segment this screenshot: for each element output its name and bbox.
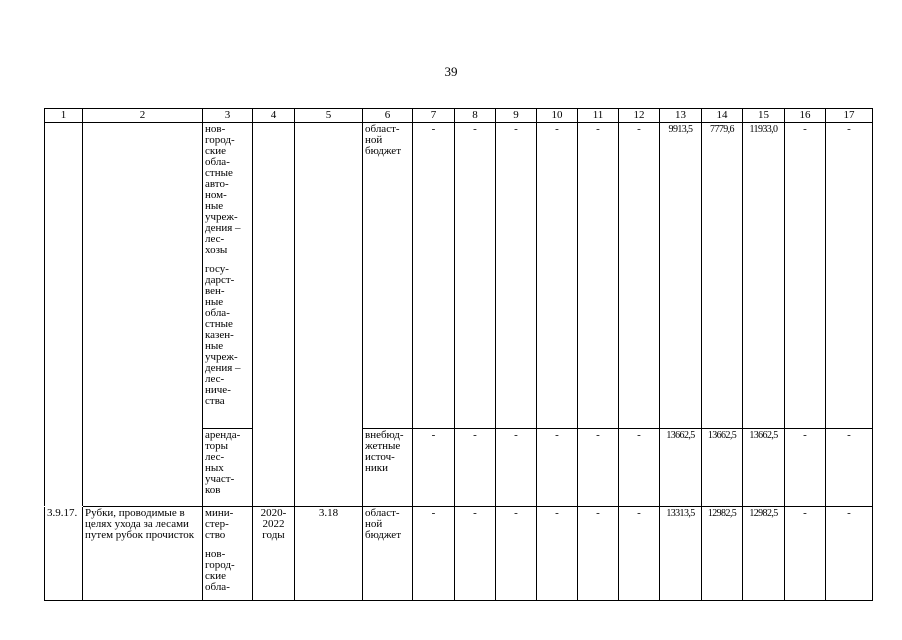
executor-line: дарст-	[205, 274, 235, 286]
header-cell: 8	[455, 109, 496, 123]
executor-line: аренда-	[205, 429, 241, 441]
executor-line: ные	[205, 296, 224, 308]
header-cell: 4	[253, 109, 295, 123]
header-cell: 17	[826, 109, 873, 123]
executor-line: нов-	[205, 548, 226, 560]
value-cell: 12982,5	[702, 507, 743, 601]
header-cell: 10	[537, 109, 578, 123]
executor-line: обла-	[205, 307, 230, 319]
header-cell: 11	[578, 109, 619, 123]
header-cell: 2	[83, 109, 203, 123]
source-line: ной	[365, 518, 383, 530]
value-cell: -	[785, 429, 826, 507]
value-cell: -	[496, 507, 537, 601]
header-cell: 16	[785, 109, 826, 123]
cell-executors	[203, 429, 253, 507]
value-cell: -	[578, 123, 619, 429]
value-cell: -	[537, 507, 578, 601]
executor-line: ства	[205, 395, 225, 407]
value-cell: 13662,5	[702, 429, 743, 507]
value-cell: -	[826, 507, 873, 601]
value-cell: -	[455, 429, 496, 507]
page-number: 39	[444, 64, 458, 79]
executor-line: ков	[205, 484, 221, 496]
value-cell: 7779,6	[702, 123, 743, 429]
cell-indicator: 3.18	[295, 507, 363, 601]
header-cell: 12	[619, 109, 660, 123]
header-cell: 14	[702, 109, 743, 123]
value-cell: -	[578, 429, 619, 507]
executor-line: учреж-	[205, 351, 238, 363]
value-cell: -	[785, 123, 826, 429]
executor-line: госу-	[205, 263, 229, 275]
executor-line: ном-	[205, 189, 227, 201]
executor-line: дения –	[205, 362, 241, 374]
value-cell: -	[619, 123, 660, 429]
header-cell: 3	[203, 109, 253, 123]
value-cell: 9913,5	[660, 123, 702, 429]
value-cell: -	[619, 429, 660, 507]
executor-line: учреж-	[205, 211, 238, 223]
source-line: бюджет	[365, 145, 401, 157]
value-cell: 11933,0	[743, 123, 785, 429]
executor-line: нов-	[205, 123, 226, 135]
header-cell: 1	[45, 109, 83, 123]
executor-line: стные	[205, 318, 233, 330]
header-cell: 15	[743, 109, 785, 123]
executor-line: дения –	[205, 222, 241, 234]
cell-executors	[203, 123, 253, 429]
source-line: жетные	[365, 440, 401, 452]
executor-line: авто-	[205, 178, 229, 190]
executor-line: стер-	[205, 518, 229, 530]
executor-line: хозы	[205, 244, 228, 256]
executor-line: ство	[205, 529, 226, 541]
cell-period	[253, 123, 295, 507]
header-cell: 9	[496, 109, 537, 123]
value-cell: 13662,5	[743, 429, 785, 507]
value-cell: -	[496, 429, 537, 507]
executor-line: ские	[205, 145, 226, 157]
cell-source	[363, 507, 413, 601]
value-cell: -	[619, 507, 660, 601]
source-line: ники	[365, 462, 389, 474]
executor-line: ниче-	[205, 384, 231, 396]
value-cell: -	[826, 123, 873, 429]
executor-line: участ-	[205, 473, 235, 485]
source-line: внебюд-	[365, 429, 404, 441]
value-cell: -	[413, 123, 455, 429]
executor-line: торы	[205, 440, 229, 452]
cell-source	[363, 429, 413, 507]
cell-col2	[83, 123, 203, 507]
executor-line: мини-	[205, 507, 234, 519]
value-cell: -	[455, 507, 496, 601]
source-line: ной	[365, 134, 383, 146]
executor-line: обла-	[205, 156, 230, 168]
cell-measure-name: Рубки, проводимые в целях ухода за лесами путем рубок прочисток	[83, 507, 203, 601]
cell-source	[363, 123, 413, 429]
table-row	[45, 123, 873, 429]
source-line: област-	[365, 507, 400, 519]
executor-line: лес-	[205, 233, 225, 245]
cell-col1	[45, 123, 83, 507]
value-cell: -	[496, 123, 537, 429]
executor-line: город-	[205, 134, 235, 146]
executor-line: ские	[205, 570, 226, 582]
executor-line: вен-	[205, 285, 225, 297]
executor-line: лес-	[205, 373, 225, 385]
header-cell: 5	[295, 109, 363, 123]
executor-line: обла-	[205, 581, 230, 593]
value-cell: 13313,5	[660, 507, 702, 601]
source-line: област-	[365, 123, 400, 135]
executor-line: ных	[205, 462, 224, 474]
header-cell: 6	[363, 109, 413, 123]
header-cell: 13	[660, 109, 702, 123]
executor-line: стные	[205, 167, 233, 179]
cell-item-number: 3.9.17.	[45, 507, 83, 601]
value-cell: -	[413, 507, 455, 601]
period-line: годы	[262, 529, 285, 541]
executor-line: город-	[205, 559, 235, 571]
executor-line: ные	[205, 340, 224, 352]
value-cell: -	[826, 429, 873, 507]
source-line: бюджет	[365, 529, 401, 541]
period-line: 2022	[262, 518, 285, 530]
executor-line: ные	[205, 200, 224, 212]
value-cell: 12982,5	[743, 507, 785, 601]
value-cell: -	[413, 429, 455, 507]
value-cell: -	[455, 123, 496, 429]
header-cell: 7	[413, 109, 455, 123]
cell-executors	[203, 507, 253, 601]
budget-table	[44, 108, 873, 601]
executor-line: казен-	[205, 329, 234, 341]
source-line: источ-	[365, 451, 395, 463]
value-cell: -	[537, 123, 578, 429]
executor-line: лес-	[205, 451, 225, 463]
header-row	[45, 109, 873, 123]
value-cell: 13662,5	[660, 429, 702, 507]
value-cell: -	[537, 429, 578, 507]
value-cell: -	[785, 507, 826, 601]
period-line: 2020-	[260, 507, 287, 519]
cell-indicator	[295, 123, 363, 507]
value-cell: -	[578, 507, 619, 601]
table-row	[45, 507, 873, 601]
cell-period	[253, 507, 295, 601]
